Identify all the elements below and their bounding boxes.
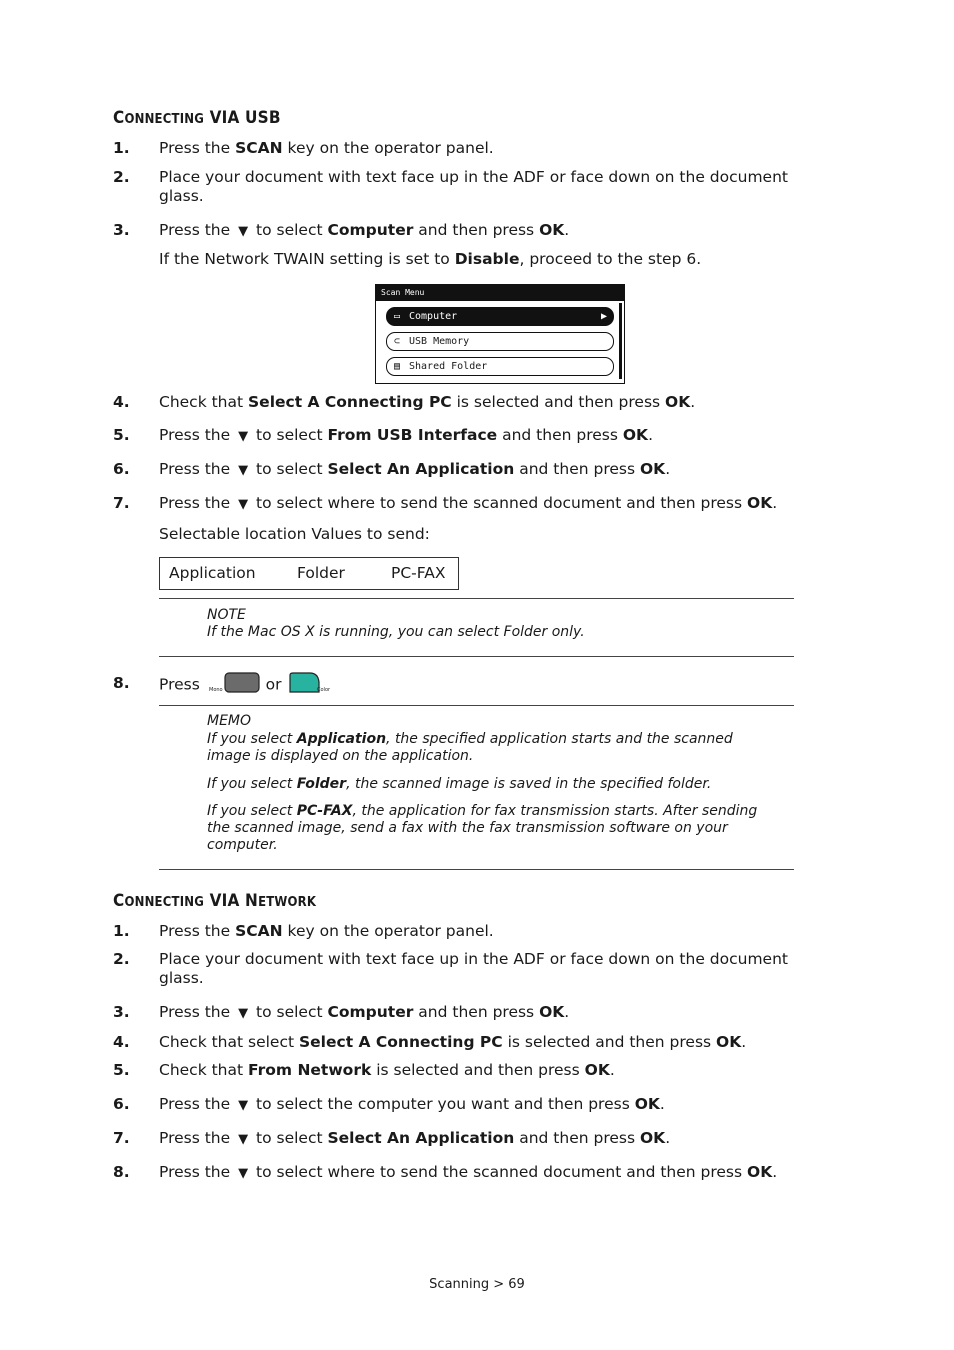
down-arrow-icon: ▼: [238, 463, 249, 478]
memo-item: If you select Application, the specified application starts and the scanned image is displayed on the application.: [207, 731, 733, 764]
table-cell: Application: [169, 564, 256, 582]
mono-key-icon: [205, 672, 261, 694]
lcd-item-computer: ▭ Computer ▶: [386, 307, 614, 326]
down-arrow-icon: ▼: [238, 224, 249, 239]
usb-icon: ⊂: [394, 336, 401, 347]
down-arrow-icon: ▼: [238, 1132, 249, 1147]
mono-key-label: Mono: [208, 687, 223, 693]
note-text: If the Mac OS X is running, you can select Folder only.: [207, 624, 585, 640]
computer-icon: ▭: [394, 311, 401, 322]
divider: [159, 656, 794, 657]
down-arrow-icon: ▼: [238, 1098, 249, 1113]
lcd-title: Scan Menu: [376, 285, 624, 301]
right-arrow-icon: ▶: [600, 311, 607, 322]
down-arrow-icon: ▼: [238, 497, 249, 512]
note-label: NOTE: [207, 607, 246, 623]
down-arrow-icon: ▼: [238, 1006, 249, 1021]
heading-connecting-via-usb: CONNECTING VIA USB: [113, 108, 281, 128]
down-arrow-icon: ▼: [238, 429, 249, 444]
heading-connecting-via-network: CONNECTING VIA NETWORK: [113, 891, 317, 911]
memo-label: MEMO: [207, 713, 252, 729]
down-arrow-icon: ▼: [238, 1166, 249, 1181]
location-values-table: [159, 557, 459, 590]
table-cell: PC-FAX: [391, 564, 446, 582]
divider: [159, 705, 794, 706]
color-key-icon: [286, 672, 346, 694]
lcd-scrollbar: [619, 303, 622, 379]
divider: [159, 869, 794, 870]
scan-menu-lcd: [375, 284, 625, 384]
lcd-item-shared-folder: ▤ Shared Folder: [386, 357, 614, 376]
table-cell: Folder: [297, 564, 345, 582]
memo-item: If you select Folder, the scanned image is saved in the specified folder.: [207, 776, 712, 792]
memo-item: If you select PC-FAX, the application for fax transmission starts. After sending the scanned image, send a fax with the fax transmission software on your computer.: [207, 803, 758, 853]
page-footer: Scanning > 69: [429, 1277, 525, 1292]
usb-step-3-note: If the Network TWAIN setting is set to Disable, proceed to the step 6.: [159, 250, 702, 268]
color-key-label: Color: [317, 687, 331, 693]
folder-icon: ▤: [394, 361, 401, 372]
usb-step-7-note: Selectable location Values to send:: [159, 525, 430, 543]
lcd-item-usb-memory: ⊂ USB Memory: [386, 332, 614, 351]
divider: [159, 598, 794, 599]
